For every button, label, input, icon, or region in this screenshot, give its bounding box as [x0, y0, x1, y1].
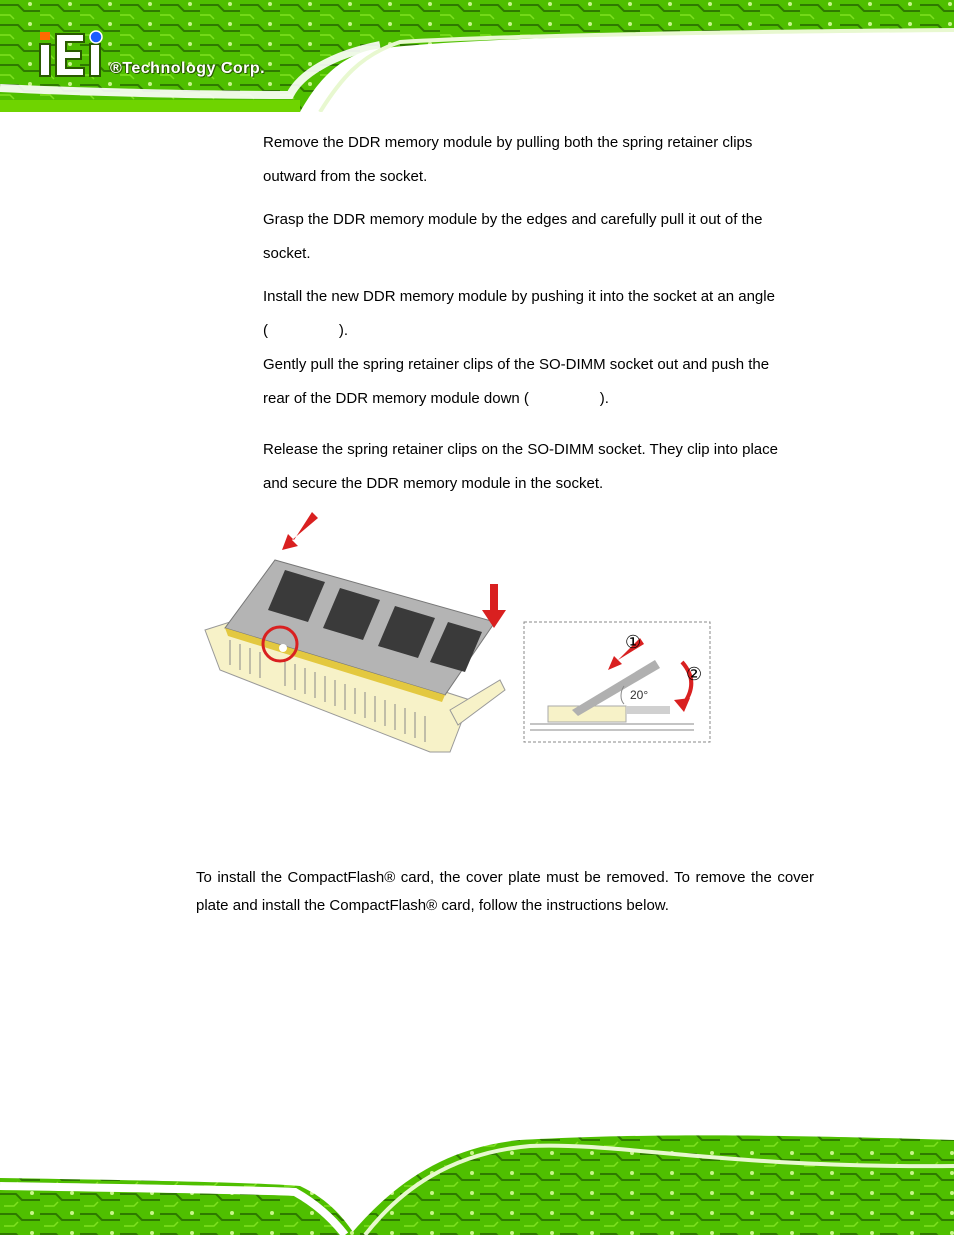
ddr-installation-figure [200, 510, 720, 760]
step-3-line1: Install the new DDR memory module by pushing it into the socket at an angle [263, 288, 775, 305]
step-4 [263, 348, 823, 416]
header-banner [0, 0, 954, 112]
angle-detail-inset [524, 622, 710, 742]
iei-logo-icon [36, 30, 108, 80]
step-4-line1: Gently pull the spring retainer clips of the SO-DIMM socket out and push the [263, 356, 770, 373]
callout-2: ② [686, 664, 703, 685]
footer-banner [0, 1128, 954, 1235]
compactflash-intro: To install the CompactFlash® card, the cover plate must be removed. To remove the cover plate and install the CompactFlash® card, follow the instructions below. [196, 869, 814, 914]
step-5-line1: Release the spring retainer clips on the SO-DIMM socket. They clip into place [263, 441, 778, 458]
step-2-line1: Grasp the DDR memory module by the edges and carefully pull it out of the [263, 211, 763, 228]
callout-1: ① [625, 632, 642, 653]
step-1 [263, 126, 823, 194]
company-tagline: ®Technology Corp. [110, 60, 266, 77]
step-1-line2: outward from the socket. [263, 168, 428, 185]
step-5-line2: and secure the DDR memory module in the socket. [263, 475, 604, 492]
step-2-line2: socket. [263, 245, 311, 262]
step-3-line2: ( ). [263, 322, 349, 339]
step-5 [263, 433, 823, 501]
step-4-line2: rear of the DDR memory module down ( ). [263, 390, 609, 407]
step-1-line1: Remove the DDR memory module by pulling both the spring retainer clips [263, 134, 753, 151]
angle-label: 20° [630, 688, 649, 702]
step-3 [263, 280, 823, 348]
step-2 [263, 203, 823, 271]
